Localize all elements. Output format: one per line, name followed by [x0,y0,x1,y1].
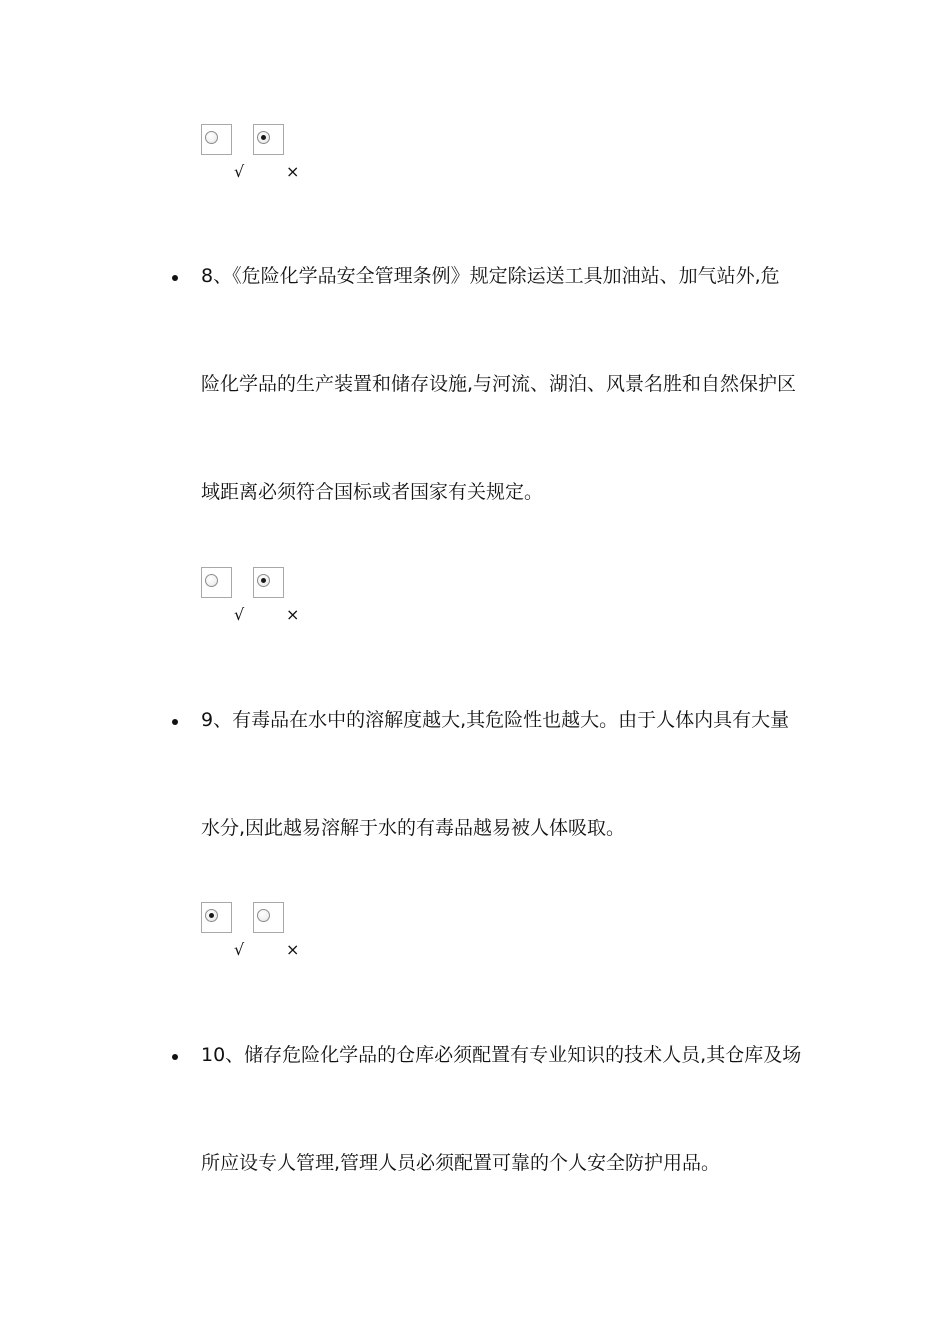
question-text-line: 险化学品的生产装置和储存设施,与河流、湖泊、风景名胜和自然保护区 [201,373,797,395]
radio-true-q9[interactable] [201,902,232,933]
bullet-icon [172,275,178,281]
bullet-icon [172,1054,178,1060]
radio-unchecked-icon [205,574,218,587]
answer-group-q8 [201,567,321,627]
false-label: × [286,162,300,181]
answer-group-q7 [201,124,321,184]
radio-unchecked-icon [257,909,270,922]
false-label: × [286,605,300,624]
radio-false-q7[interactable] [253,124,284,155]
true-label: √ [234,940,245,959]
question-text-line: 水分,因此越易溶解于水的有毒品越易被人体吸取。 [201,817,626,839]
question-text-line: 10、储存危险化学品的仓库必须配置有专业知识的技术人员,其仓库及场 [201,1044,802,1066]
false-label: × [286,940,300,959]
radio-checked-icon [257,131,270,144]
answer-group-q9 [201,902,321,962]
true-label: √ [234,605,245,624]
radio-true-q7[interactable] [201,124,232,155]
question-text-line: 9、有毒品在水中的溶解度越大,其危险性也越大。由于人体内具有大量 [201,709,790,731]
radio-false-q8[interactable] [253,567,284,598]
radio-unchecked-icon [205,131,218,144]
radio-false-q9[interactable] [253,902,284,933]
true-label: √ [234,162,245,181]
bullet-icon [172,719,178,725]
radio-checked-icon [257,574,270,587]
radio-true-q8[interactable] [201,567,232,598]
question-text-line: 所应设专人管理,管理人员必须配置可靠的个人安全防护用品。 [201,1152,721,1174]
question-text-line: 域距离必须符合国标或者国家有关规定。 [201,481,544,503]
question-text-line: 8、《危险化学品安全管理条例》规定除运送工具加油站、加气站外,危 [201,265,780,287]
radio-checked-icon [205,909,218,922]
